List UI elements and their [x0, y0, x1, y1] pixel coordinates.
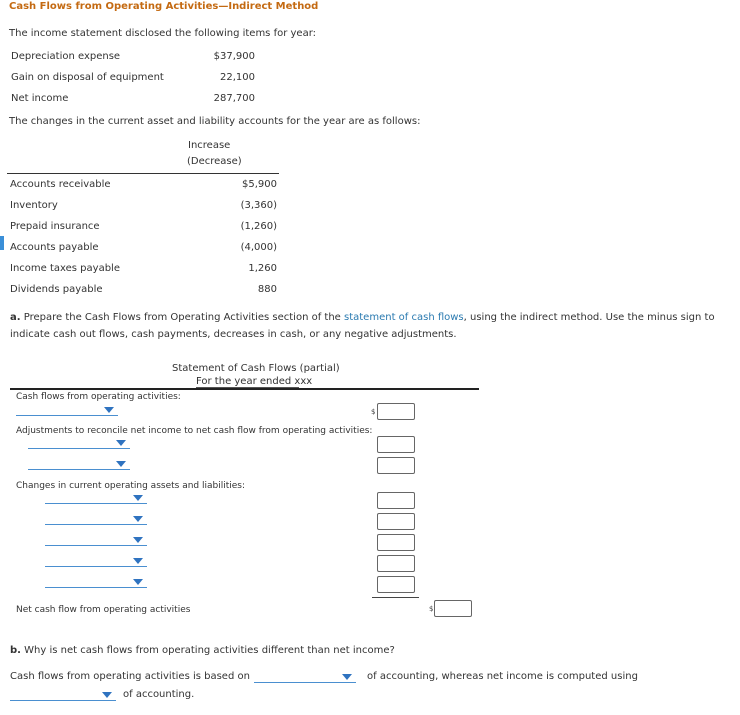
adjustment-dropdown-1[interactable] — [28, 437, 130, 449]
net-cash-flow-input[interactable] — [434, 600, 472, 617]
change-item-label: Dividends payable — [10, 284, 103, 295]
cash-basis-dropdown[interactable] — [254, 671, 356, 683]
change-amount-input-5[interactable] — [377, 576, 415, 593]
chevron-down-icon — [133, 558, 143, 564]
chevron-down-icon — [116, 461, 126, 467]
operating-item-dropdown[interactable] — [16, 404, 118, 416]
section-adjustments-label: Adjustments to reconcile net income to net cash flow from operating activities: — [16, 426, 373, 436]
change-dropdown-3[interactable] — [45, 534, 147, 546]
part-b-label: b. — [10, 645, 21, 656]
adjustment-amount-input-2[interactable] — [377, 457, 415, 474]
change-item-label: Accounts receivable — [10, 179, 111, 190]
statement-title: Statement of Cash Flows (partial) — [172, 363, 340, 374]
part-a-instructions-line2: indicate cash out flows, cash payments, decreases in cash, or any negative adjustments. — [10, 329, 457, 340]
part-a-label: a. — [10, 312, 21, 323]
changes-header-rule — [7, 173, 279, 174]
chevron-down-icon — [133, 537, 143, 543]
changes-header-increase: Increase — [188, 140, 231, 151]
chevron-down-icon — [133, 579, 143, 585]
section-changes-label: Changes in current operating assets and liabilities: — [16, 481, 245, 491]
income-item-value: $37,900 — [213, 51, 255, 62]
change-item-value: (3,360) — [240, 200, 277, 211]
chevron-down-icon — [104, 407, 114, 413]
part-b-sentence-start: Cash flows from operating activities is based on — [10, 671, 250, 682]
change-dropdown-5[interactable] — [45, 576, 147, 588]
change-dropdown-2[interactable] — [45, 513, 147, 525]
section-operating-label: Cash flows from operating activities: — [16, 392, 181, 402]
change-item-label: Inventory — [10, 200, 58, 211]
income-item-label: Depreciation expense — [11, 51, 121, 62]
change-item-value: (1,260) — [240, 221, 277, 232]
statement-top-rule — [10, 388, 479, 390]
change-item-value: 880 — [257, 284, 277, 295]
dollar-sign: $ — [429, 605, 434, 613]
change-amount-input-1[interactable] — [377, 492, 415, 509]
part-b-sentence-end: of accounting. — [123, 689, 195, 700]
statement-of-cash-flows-link[interactable]: statement of cash flows — [344, 312, 464, 323]
income-item-value: 22,100 — [220, 72, 255, 83]
accrual-basis-dropdown[interactable] — [10, 689, 116, 701]
change-item-label: Accounts payable — [10, 242, 99, 253]
net-income-amount-input[interactable] — [377, 403, 415, 420]
change-amount-input-3[interactable] — [377, 534, 415, 551]
chevron-down-icon — [102, 692, 112, 698]
change-item-label: Prepaid insurance — [10, 221, 100, 232]
chevron-down-icon — [133, 495, 143, 501]
change-amount-input-2[interactable] — [377, 513, 415, 530]
part-b-sentence-middle: of accounting, whereas net income is computed using — [367, 671, 638, 682]
change-item-value: 1,260 — [248, 263, 277, 274]
statement-subtitle: For the year ended xxx — [196, 376, 313, 387]
change-amount-input-4[interactable] — [377, 555, 415, 572]
income-item-value: 287,700 — [213, 93, 255, 104]
adjustment-dropdown-2[interactable] — [28, 458, 130, 470]
net-cash-flow-label: Net cash flow from operating activities — [16, 605, 191, 615]
page-title: Cash Flows from Operating Activities—Indirect Method — [9, 1, 319, 12]
change-item-value: (4,000) — [240, 242, 277, 253]
changes-intro-text: The changes in the current asset and liability accounts for the year are as follows: — [9, 116, 421, 127]
dollar-sign: $ — [371, 408, 376, 416]
focus-indicator-bar — [0, 236, 4, 250]
income-item-label: Net income — [11, 93, 69, 104]
subtotal-rule — [372, 597, 419, 598]
change-dropdown-4[interactable] — [45, 555, 147, 567]
change-item-label: Income taxes payable — [10, 263, 120, 274]
chevron-down-icon — [133, 516, 143, 522]
part-b-question: b. Why is net cash flows from operating activities different than net income? — [10, 645, 395, 656]
change-item-value: $5,900 — [242, 179, 277, 190]
change-dropdown-1[interactable] — [45, 492, 147, 504]
chevron-down-icon — [342, 674, 352, 680]
changes-header-decrease: (Decrease) — [187, 156, 242, 167]
part-a-instructions: a. Prepare the Cash Flows from Operating Activities section of the statement of cash flows, using the indirect method. Use the minus sign to — [10, 312, 715, 323]
income-item-label: Gain on disposal of equipment — [11, 72, 164, 83]
adjustment-amount-input-1[interactable] — [377, 436, 415, 453]
intro-text: The income statement disclosed the following items for year: — [9, 28, 317, 39]
chevron-down-icon — [116, 440, 126, 446]
